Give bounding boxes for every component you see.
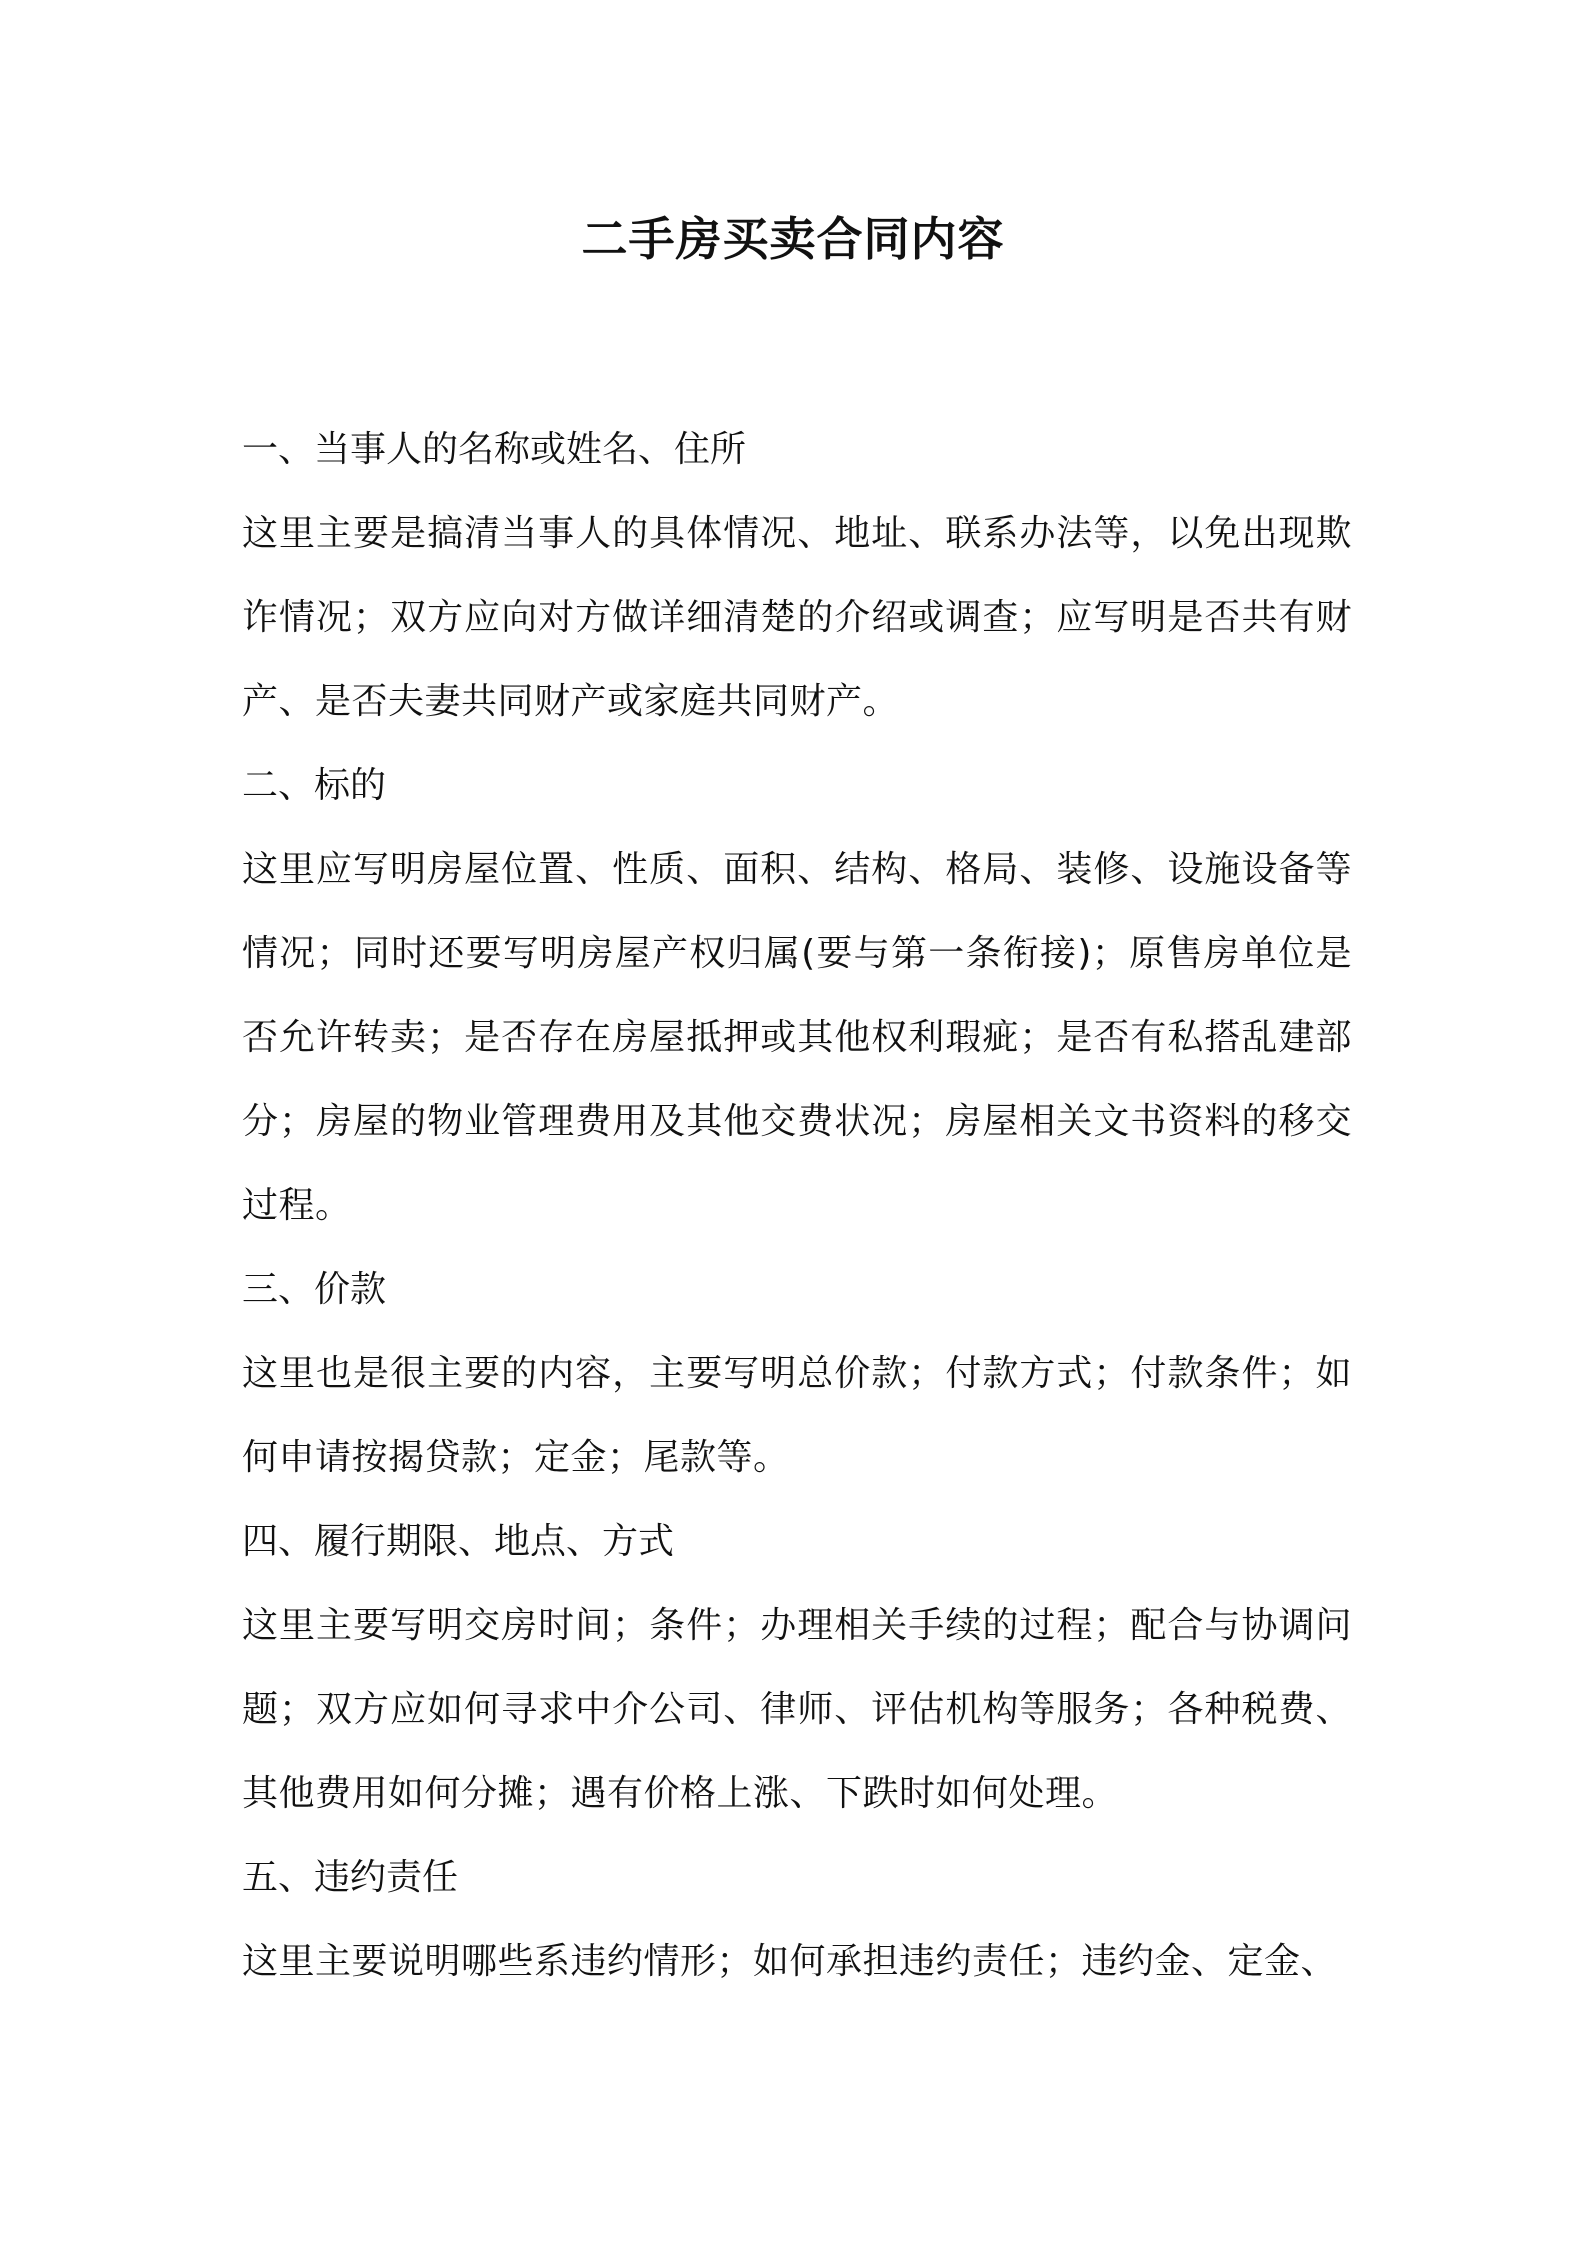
document-title: 二手房买卖合同内容 bbox=[581, 212, 1005, 266]
section-4-body: 这里主要写明交房时间；条件；办理相关手续的过程；配合与协调问题；双方应如何寻求中介公司、律师、评估机构等服务；各种税费、其他费用如何分摊；遇有价格上涨、下跌时如何处理。 bbox=[242, 1605, 1352, 1814]
section-4-heading: 四、履行期限、地点、方式 bbox=[242, 1521, 675, 1562]
section-3-body: 这里也是很主要的内容，主要写明总价款；付款方式；付款条件；如何申请按揭贷款；定金；尾款等。 bbox=[242, 1353, 1352, 1478]
section-5-body: 这里主要说明哪些系违约情形；如何承担违约责任；违约金、定金、 bbox=[242, 1941, 1338, 1982]
section-5-heading: 五、违约责任 bbox=[242, 1857, 459, 1898]
section-1-body: 这里主要是搞清当事人的具体情况、地址、联系办法等，以免出现欺诈情况；双方应向对方做详细清楚的介绍或调查；应写明是否共有财产、是否夫妻共同财产或家庭共同财产。 bbox=[242, 513, 1352, 722]
section-1-heading: 一、当事人的名称或姓名、住所 bbox=[242, 429, 747, 470]
document-body bbox=[242, 408, 1352, 2004]
section-3-heading: 三、价款 bbox=[242, 1269, 387, 1310]
section-2-heading: 二、标的 bbox=[242, 765, 387, 806]
section-2-body: 这里应写明房屋位置、性质、面积、结构、格局、装修、设施设备等情况；同时还要写明房屋产权归属(要与第一条衔接)；原售房单位是否允许转卖；是否存在房屋抵押或其他权利瑕疵；是否有私搭乱建部分；房屋的物业管理费用及其他交费状况；房屋相关文书资料的移交过程。 bbox=[242, 849, 1352, 1226]
